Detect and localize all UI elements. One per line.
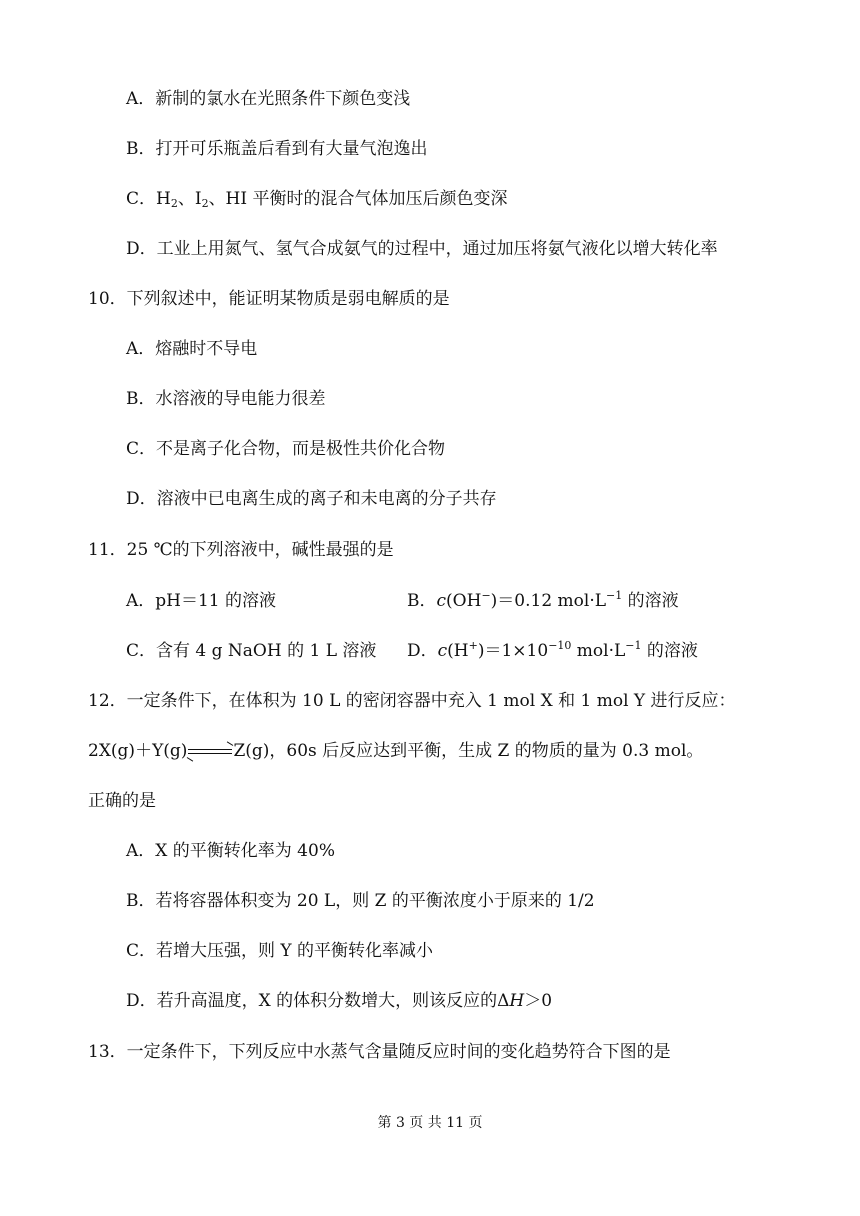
q11-b-sup1: − — [481, 589, 491, 602]
q11-d-sup3: −1 — [625, 639, 642, 652]
q11-option-d — [407, 639, 698, 663]
q11-b-mid: (OH — [446, 591, 482, 611]
q11-b-pre: B． — [407, 591, 437, 611]
page-footer: 第 3 页 共 11 页 — [377, 1115, 483, 1131]
q12-option-d — [126, 989, 552, 1013]
q12-d-h: H — [509, 991, 525, 1011]
q12-d-pre: D．若升高温度，X 的体积分数增大，则该反应的Δ — [126, 991, 510, 1011]
q12-eq-left: 2X(g)＋Y(g) — [88, 741, 188, 761]
q11-d-sup2: −10 — [548, 639, 572, 652]
q11-d-mid: (H — [447, 641, 469, 661]
reversible-arrow-icon — [188, 746, 232, 758]
q12-stem2: 正确的是 — [88, 791, 156, 811]
q9-option-a: A．新制的氯水在光照条件下颜色变浅 — [126, 89, 411, 109]
q11-stem: 11．25 ℃的下列溶液中，碱性最强的是 — [88, 540, 394, 560]
q9-c-sub2: 2 — [201, 197, 209, 210]
q11-d-sup1: + — [468, 639, 478, 652]
q11-b-sup2: −1 — [606, 589, 623, 602]
q11-d-mid3: mol·L — [571, 641, 626, 661]
q11-b-mid2: )＝0.12 mol·L — [490, 591, 607, 611]
q10-stem: 10．下列叙述中，能证明某物质是弱电解质的是 — [88, 289, 450, 309]
q10-option-d: D．溶液中已电离生成的离子和未电离的分子共存 — [126, 489, 497, 509]
q12-equation — [88, 739, 703, 763]
q9-c-label: C．H — [126, 189, 171, 209]
q11-d-c: c — [437, 641, 448, 661]
q12-option-c: C．若增大压强，则 Y 的平衡转化率减小 — [126, 941, 434, 961]
q10-option-a: A．熔融时不导电 — [126, 339, 258, 359]
q10-option-c: C．不是离子化合物，而是极性共价化合物 — [126, 439, 446, 459]
q9-c-mid: 、I — [177, 189, 202, 209]
q9-option-c — [126, 187, 508, 211]
q9-option-d: D．工业上用氮气、氢气合成氨气的过程中，通过加压将氨气液化以增大转化率 — [126, 239, 718, 259]
q11-b-c: c — [436, 591, 447, 611]
q10-option-b: B．水溶液的导电能力很差 — [126, 389, 326, 409]
q11-option-c: C．含有 4 g NaOH 的 1 L 溶液 — [126, 641, 377, 661]
q12-option-a: A．X 的平衡转化率为 40% — [126, 841, 335, 861]
q11-option-b — [407, 589, 679, 613]
q12-stem: 12．一定条件下，在体积为 10 L 的密闭容器中充入 1 mol X 和 1 mol Y 进行反应： — [88, 691, 736, 711]
q11-d-mid2: )＝1×10 — [477, 641, 549, 661]
q9-option-b: B．打开可乐瓶盖后看到有大量气泡逸出 — [126, 139, 428, 159]
q12-option-b: B．若将容器体积变为 20 L，则 Z 的平衡浓度小于原来的 1/2 — [126, 891, 595, 911]
q12-eq-right: Z(g)，60s 后反应达到平衡，生成 Z 的物质的量为 0.3 mol。 — [233, 741, 704, 761]
q9-c-sub1: 2 — [170, 197, 178, 210]
q11-option-a: A．pH＝11 的溶液 — [126, 591, 277, 611]
q11-b-end: 的溶液 — [622, 591, 679, 611]
q11-d-end: 的溶液 — [641, 641, 698, 661]
q13-stem: 13．一定条件下，下列反应中水蒸气含量随反应时间的变化趋势符合下图的是 — [88, 1042, 671, 1062]
q12-d-end: ＞0 — [524, 991, 553, 1011]
q11-d-pre: D． — [407, 641, 438, 661]
q9-c-rest: 、HI 平衡时的混合气体加压后颜色变深 — [208, 189, 508, 209]
